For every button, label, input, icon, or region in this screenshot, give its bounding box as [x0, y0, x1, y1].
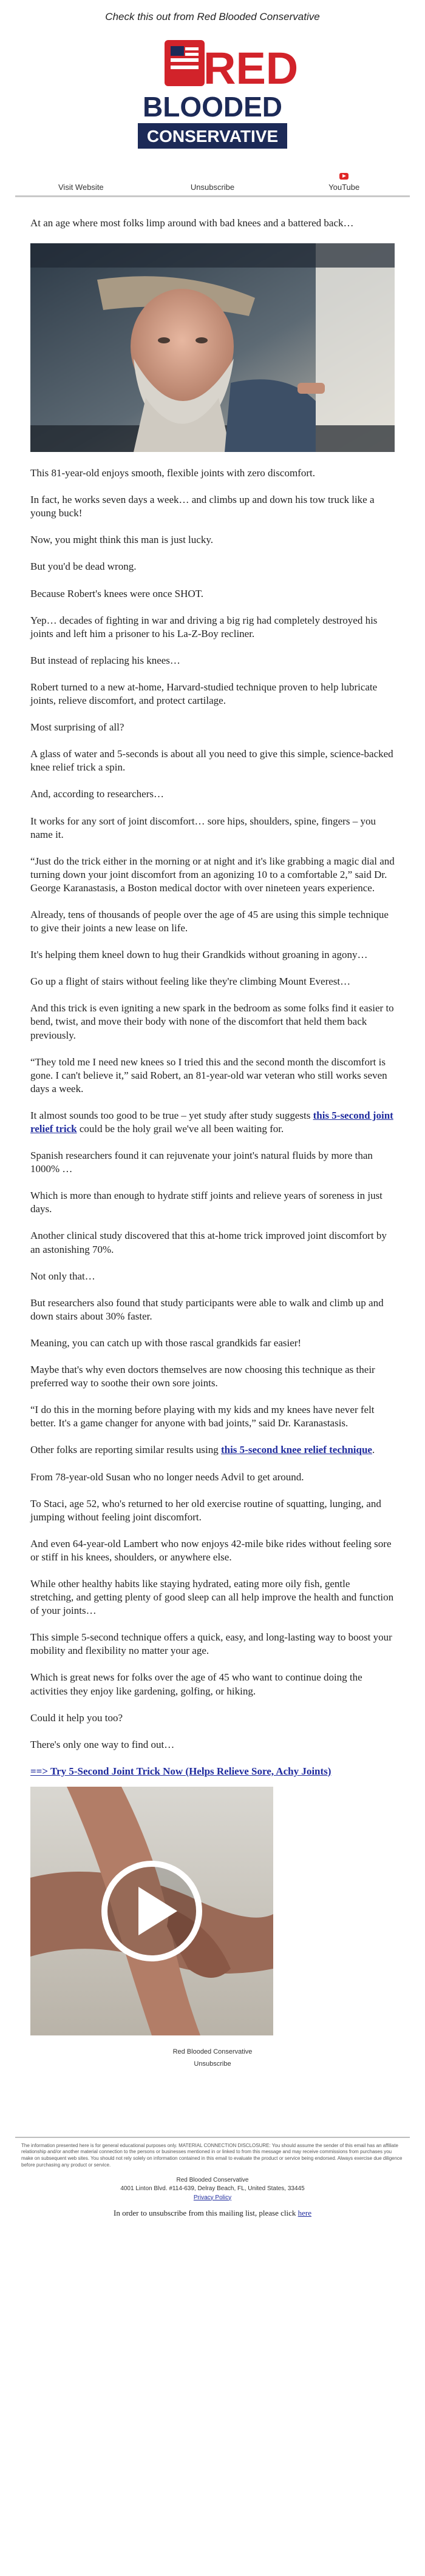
paragraph: Spanish researchers found it can rejuvenate your joint's natural fluids by more than 1000% … [30, 1150, 373, 1175]
paragraph: Most surprising of all? [30, 721, 124, 733]
paragraph: But instead of replacing his knees… [30, 654, 180, 666]
paragraph: There's only one way to find out… [30, 1738, 175, 1750]
knee-relief-technique-link[interactable]: this 5-second knee relief technique [220, 1444, 372, 1456]
paragraph: Already, tens of thousands of people over the age of 45 are using this simple technique to give their joints a new lease on life. [30, 908, 389, 934]
paragraph: In fact, he works seven days a week… and climbs up and down his tow truck like a young buck! [30, 494, 375, 519]
unsubscribe-label: Unsubscribe [190, 183, 235, 192]
paragraph: Could it help you too? [30, 1711, 123, 1724]
privacy-policy-link[interactable]: Privacy Policy [193, 2194, 232, 2201]
doctor-quote: “Just do the trick either in the morning or at night and it's like grabbing a magic dial and turning down your joint discomfort from an agonizing 10 to a comfortable 2,” said Dr. George Karanastasis, a Boston medical doctor with over nineteen years experience. [30, 855, 395, 894]
unsubscribe-here-link[interactable]: here [298, 2208, 311, 2218]
header-nav [15, 166, 410, 197]
footer-divider [15, 2137, 410, 2138]
brand-logo[interactable] [127, 36, 298, 158]
footer-address: 4001 Linton Blvd. #114-639, Delray Beach, FL, United States, 33445 [120, 2185, 305, 2193]
intro-paragraph: At an age where most folks limp around with bad knees and a battered back… [30, 217, 354, 229]
joint-relief-trick-link[interactable]: this 5-second joint relief trick [30, 1109, 393, 1135]
paragraph: But researchers also found that study participants were able to walk and climb up and down stairs about 30% faster. [30, 1296, 384, 1322]
testimonial-quote: “They told me I need new knees so I tried this and the second month the discomfort is gone. I can't believe it,” said Robert, an 81-year-old war veteran who still works seven days a week. [30, 1056, 387, 1094]
try-joint-trick-cta-link[interactable]: ==> Try 5-Second Joint Trick Now (Helps Relieve Sore, Achy Joints) [30, 1765, 332, 1777]
logo-word-conservative: CONSERVATIVE [146, 127, 279, 146]
hero-photo-old-man-in-truck[interactable] [30, 243, 395, 452]
email-preheader: Check this out from Red Blooded Conservative [105, 11, 320, 22]
paragraph: Which is great news for folks over the age of 45 who want to continue doing the activities they enjoy like gardening, golfing, or hiking. [30, 1671, 362, 1697]
paragraph: A glass of water and 5-seconds is about all you need to give this simple, science-backed knee relief trick a spin. [30, 748, 393, 774]
paragraph: It works for any sort of joint discomfort… sore hips, shoulders, spine, fingers – you name it. [30, 815, 376, 840]
paragraph: Robert turned to a new at-home, Harvard-studied technique proven to help lubricate joints, relieve discomfort, and protect cartilage. [30, 681, 378, 707]
sender-unsubscribe-link[interactable]: Unsubscribe [194, 2060, 231, 2068]
paragraph: Meaning, you can catch up with those rascal grandkids far easier! [30, 1337, 302, 1349]
text-run: could be the holy grail we've all been waiting for. [76, 1123, 284, 1135]
paragraph: From 78-year-old Susan who no longer needs Advil to get around. [30, 1471, 304, 1483]
paragraph: This simple 5-second technique offers a quick, easy, and long-lasting way to boost your mobility and flexibility no matter your age. [30, 1631, 392, 1657]
sender-block [30, 2048, 395, 2069]
paragraph: This 81-year-old enjoys smooth, flexible joints with zero discomfort. [30, 467, 315, 479]
logo-word-blooded: BLOODED [143, 91, 282, 123]
youtube-link[interactable] [278, 166, 410, 195]
legal-disclosure: The information presented here is for general educational purposes only. MATERIAL CONNECTION DISCLOSURE: You should assume the sender of this email has an affiliate relationship and/or another material connection to the persons or businesses mentioned in or linked to from this message and may receive commissions from purchases you make on subsequent web sites. You should not rely solely on information contained in this email to evaluate the product or service being endorsed. Always exercise due diligence before purchasing any product or service. [21, 2142, 403, 2168]
logo-word-red: RED [203, 43, 298, 93]
logo-flag-box [165, 40, 205, 86]
paragraph: Because Robert's knees were once SHOT. [30, 587, 204, 599]
text-run: Other folks are reporting similar results using [30, 1444, 221, 1456]
paragraph: Go up a flight of stairs without feeling like they're climbing Mount Everest… [30, 976, 351, 988]
text-run: It almost sounds too good to be true – yet study after study suggests [30, 1109, 313, 1121]
paragraph: While other healthy habits like staying hydrated, eating more oily fish, gentle stretching, and getting plenty of good sleep can all help improve the health and function of your joints… [30, 1577, 394, 1617]
email-body [30, 197, 395, 2069]
paragraph: Yep… decades of fighting in war and driving a big rig had completely destroyed his joints and left him a prisoner to his La-Z-Boy recliner. [30, 614, 378, 639]
visit-website-link[interactable] [15, 166, 147, 195]
paragraph: It's helping them kneel down to hug their Grandkids without groaning in agony… [30, 949, 368, 961]
paragraph: To Staci, age 52, who's returned to her old exercise routine of squatting, lunging, and jumping without feeling joint discomfort. [30, 1497, 381, 1523]
paragraph: Now, you might think this man is just lucky. [30, 534, 213, 546]
paragraph: Maybe that's why even doctors themselves are now choosing this technique as their preferred way to soothe their own sore joints. [30, 1364, 375, 1389]
text-run: . [372, 1444, 375, 1456]
paragraph: But you'd be dead wrong. [30, 561, 137, 573]
unsubscribe-text: In order to unsubscribe from this mailing list, please click [113, 2208, 298, 2218]
visit-website-label: Visit Website [58, 183, 104, 192]
unsubscribe-notice [0, 2208, 425, 2218]
doctor-quote: “I do this in the morning before playing with my kids and my knees have never felt better. It's a game changer for anyone with bad joints,” said Dr. Karanastasis. [30, 1404, 375, 1429]
paragraph: And this trick is even igniting a new spark in the bedroom as some folks find it easier to bend, twist, and move their body with none of the discomfort that held them back previously. [30, 1002, 394, 1041]
sender-name: Red Blooded Conservative [172, 2048, 253, 2055]
footer-address-block [0, 2176, 425, 2203]
unsubscribe-link[interactable] [147, 166, 279, 195]
footer-company: Red Blooded Conservative [176, 2176, 249, 2183]
youtube-label: YouTube [328, 183, 360, 192]
youtube-icon [339, 173, 348, 180]
paragraph: Not only that… [30, 1270, 95, 1282]
paragraph: And even 64-year-old Lambert who now enjoys 42-mile bike rides without feeling sore or stiff in his knees, shoulders, or anywhere else. [30, 1537, 392, 1563]
paragraph-with-link [30, 1109, 395, 1136]
paragraph: Which is more than enough to hydrate stiff joints and relieve years of soreness in just days. [30, 1190, 382, 1215]
paragraph: Another clinical study discovered that this at-home trick improved joint discomfort by an astonishing 70%. [30, 1230, 387, 1255]
paragraph: And, according to researchers… [30, 788, 164, 800]
paragraph-with-link [30, 1443, 395, 1457]
video-thumbnail[interactable] [30, 1787, 273, 2035]
